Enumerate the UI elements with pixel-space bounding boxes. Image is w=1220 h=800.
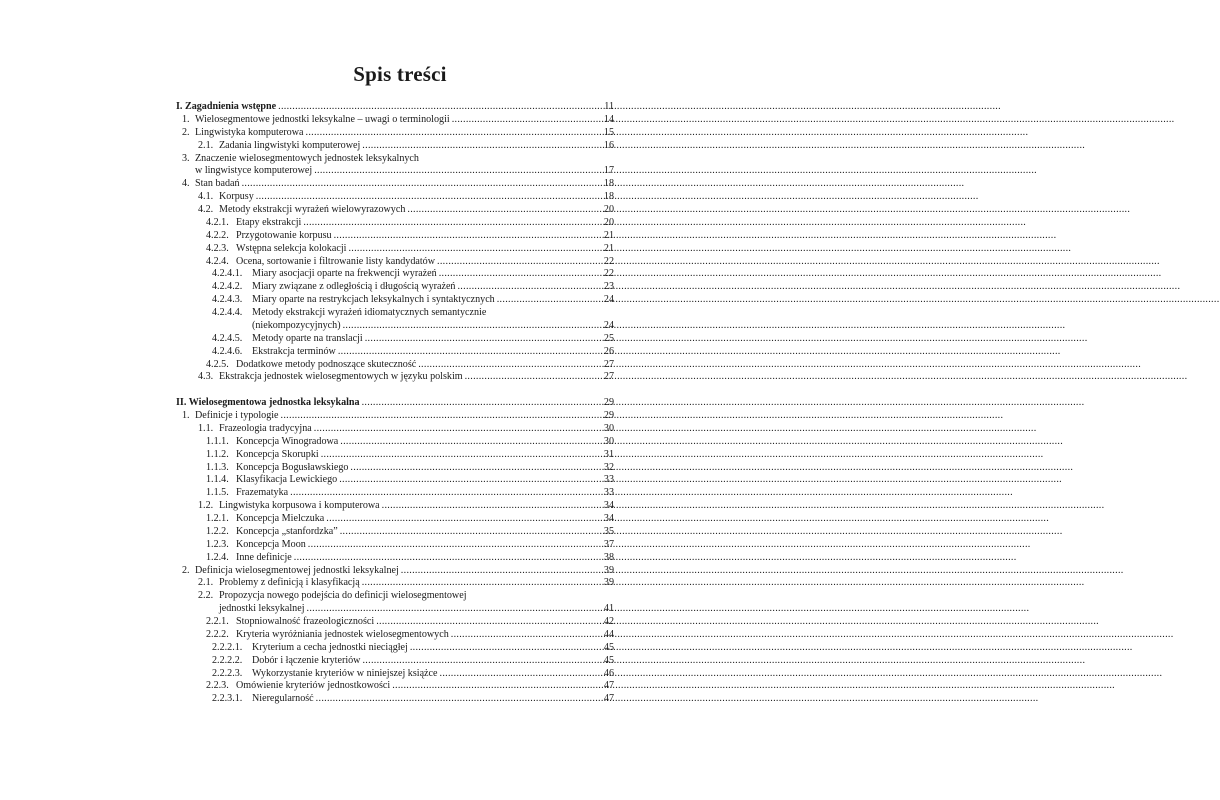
toc-entry-text: Lingwistyka korpusowa i komputerowa	[219, 500, 380, 512]
toc-entry-label	[176, 423, 312, 436]
toc-entry-text: Koncepcja „stanfordzka”	[236, 525, 338, 537]
toc-entry-text: Definicja wielosegmentowej jednostki leksykalnej	[195, 564, 399, 576]
toc-entry-label	[176, 526, 338, 539]
toc-page-number: 20	[603, 216, 614, 228]
toc-entry	[176, 474, 614, 487]
toc-page-number: 29	[603, 410, 614, 421]
toc-page-number: 21	[603, 242, 614, 254]
toc-entry-text: Stopniowalność frazeologiczności	[236, 616, 375, 627]
toc-entry-label	[176, 243, 346, 256]
toc-entry-label	[176, 127, 304, 140]
toc-entry-label	[176, 410, 279, 423]
toc-entry-label	[176, 230, 332, 243]
toc-dot-leader	[407, 204, 602, 217]
toc-entry-number: 1.1.	[198, 422, 214, 434]
toc-page-number: 31	[603, 448, 614, 460]
toc-page-number: 41	[603, 603, 614, 615]
toc-dot-leader	[440, 668, 602, 681]
toc-dot-leader	[362, 140, 602, 153]
toc-entry	[176, 655, 614, 668]
toc-dot-leader	[465, 371, 602, 384]
toc-page-number: 39	[603, 577, 614, 589]
toc-entry-number: 2.1.	[198, 577, 214, 589]
toc-page-number: 26	[603, 345, 614, 357]
toc-page-number: 20	[603, 204, 614, 215]
toc-entry-text: Frazematyka	[236, 487, 289, 499]
toc-entry-text: Zadania lingwistyki komputerowej	[219, 139, 361, 151]
toc-page-number: 11	[604, 101, 614, 112]
toc-entry	[176, 114, 614, 127]
toc-entry-number: 4.2.5.	[206, 358, 229, 370]
toc-entry-number: 2.2.2.1.	[212, 641, 243, 653]
toc-entry	[176, 217, 614, 230]
toc-page-number: 45	[603, 654, 614, 666]
toc-entry	[176, 320, 614, 333]
toc-entry-label	[176, 153, 419, 166]
toc-page-number: 37	[603, 538, 614, 550]
toc-entry	[176, 668, 614, 681]
toc-entry-number: 4.	[182, 178, 190, 190]
toc-entry-text: Koncepcja Winogradowa	[236, 435, 339, 447]
toc-dot-leader	[339, 474, 602, 487]
toc-entry-label	[176, 101, 276, 114]
toc-entry-number: 1.2.	[198, 500, 214, 512]
toc-dot-leader	[350, 462, 601, 475]
toc-entry	[176, 423, 614, 436]
toc-dot-leader	[303, 217, 602, 230]
toc-entry-text: Propozycja nowego podejścia do definicji wielosegmentowej	[219, 590, 467, 602]
toc-entry	[176, 603, 614, 616]
toc-entry-text: Stan badań	[195, 178, 240, 190]
toc-entry-label	[176, 346, 336, 359]
toc-page-number: 27	[603, 358, 614, 370]
toc-entry	[176, 333, 614, 346]
toc-entry-text: Problemy z definicją i klasyfikacją	[219, 577, 360, 589]
toc-entry-number: 4.3.	[198, 371, 214, 383]
toc-entry-number: 4.2.4.4.	[212, 307, 243, 318]
toc-dot-leader	[308, 539, 602, 552]
toc-entry-text: Kryteria wyróżniania jednostek wielosegmentowych	[236, 628, 449, 640]
toc-entry	[176, 140, 614, 153]
toc-page-number: 30	[603, 435, 614, 447]
toc-entry-text: Omówienie kryteriów jednostkowości	[236, 680, 391, 692]
toc-entry-text: w lingwistyce komputerowej	[195, 165, 313, 177]
toc-entry-text: Dodatkowe metody podnoszące skuteczność	[236, 358, 417, 370]
toc-entry-number: 4.2.4.1.	[212, 268, 243, 280]
toc-entry-text: Ekstrakcja jednostek wielosegmentowych w języku polskim	[219, 371, 463, 383]
toc-dot-leader	[334, 230, 602, 243]
toc-entry-text: Nieregularność	[252, 693, 314, 705]
toc-entry	[176, 410, 614, 423]
toc-page-number: 24	[603, 294, 614, 306]
toc-dot-leader	[294, 552, 602, 565]
toc-entry-label	[176, 487, 288, 500]
toc-entry-text: Definicje i typologie	[195, 410, 279, 421]
toc-entry-number: 1.2.1.	[206, 513, 229, 524]
toc-entry-label	[176, 642, 408, 655]
toc-entry-number: 2.2.1.	[206, 616, 229, 627]
toc-entry	[176, 371, 614, 384]
toc-part-heading	[176, 101, 614, 114]
toc-entry-label	[176, 616, 374, 629]
toc-page-number: 33	[603, 474, 614, 486]
toc-entry-number: 1.1.1.	[206, 435, 229, 447]
toc-entry-label	[176, 539, 306, 552]
toc-entry-label	[176, 320, 341, 333]
toc-entry	[176, 191, 614, 204]
toc-dot-leader	[362, 655, 601, 668]
toc-dot-leader	[340, 436, 602, 449]
toc-page-number: 47	[603, 693, 614, 705]
toc-page-number: 32	[603, 461, 614, 473]
table-of-contents	[176, 101, 614, 706]
toc-entry-label	[176, 462, 348, 475]
toc-entry-text: Koncepcja Bogusławskiego	[236, 461, 349, 473]
toc-entry-text: Ocena, sortowanie i filtrowanie listy kandydatów	[236, 255, 436, 267]
toc-entry-label	[176, 204, 405, 217]
toc-entry-number: 4.1.	[198, 191, 214, 203]
toc-entry-text: Wielosegmentowa jednostka leksykalna	[188, 397, 360, 409]
toc-entry-number: 2.2.3.1.	[212, 693, 243, 705]
toc-entry-text: Wielosegmentowe jednostki leksykalne – uwagi o terminologii	[195, 113, 450, 125]
toc-page-number: 18	[603, 191, 614, 203]
toc-page-number: 22	[603, 255, 614, 267]
toc-entry-text: Klasyfikacja Lewickiego	[236, 474, 338, 486]
toc-entry-text: jednostki leksykalnej	[219, 603, 305, 615]
toc-entry-label	[176, 436, 338, 449]
toc-entry	[176, 165, 614, 178]
toc-dot-leader	[376, 616, 602, 629]
toc-entry	[176, 577, 614, 590]
toc-entry-number: 1.2.3.	[206, 538, 229, 550]
toc-entry-number: 2.	[182, 564, 190, 576]
toc-entry-number: 1.1.2.	[206, 448, 229, 460]
toc-entry-number: 4.2.2.	[206, 229, 229, 241]
toc-entry-number: 4.2.4.	[206, 255, 229, 267]
toc-dot-leader	[326, 513, 602, 526]
toc-entry	[176, 359, 614, 372]
toc-entry-text: (niekompozycyjnych)	[252, 319, 341, 331]
toc-dot-leader	[418, 359, 602, 372]
toc-entry-text: Koncepcja Mielczuka	[236, 513, 325, 524]
toc-entry-number: 2.2.3.	[206, 680, 229, 692]
toc-entry	[176, 693, 614, 706]
toc-entry-label	[176, 577, 360, 590]
toc-dot-leader	[382, 500, 602, 513]
toc-entry	[176, 642, 614, 655]
toc-page-number: 27	[603, 371, 614, 383]
toc-entry	[176, 487, 614, 500]
toc-entry-label	[176, 281, 455, 294]
toc-entry	[176, 307, 614, 320]
toc-entry-label	[176, 668, 438, 681]
toc-entry-number: 2.2.2.3.	[212, 667, 243, 679]
toc-entry-text: Znaczenie wielosegmentowych jednostek leksykalnych	[195, 152, 419, 164]
toc-entry	[176, 268, 614, 281]
toc-entry-number: 4.2.3.	[206, 242, 229, 254]
toc-entry	[176, 500, 614, 513]
toc-entry	[176, 539, 614, 552]
toc-page-number: 34	[603, 513, 614, 524]
toc-dot-leader	[457, 281, 601, 294]
toc-entry	[176, 590, 614, 603]
toc-entry-text: Przygotowanie korpusu	[236, 229, 332, 241]
toc-entry-label	[176, 114, 450, 127]
toc-entry-text: Frazeologia tradycyjna	[219, 422, 312, 434]
toc-entry-number: 1.1.4.	[206, 474, 229, 486]
toc-entry	[176, 449, 614, 462]
toc-entry-label	[176, 680, 390, 693]
toc-entry-text: Metody ekstrakcji wyrażeń idiomatycznych semantycznie	[252, 307, 487, 318]
toc-entry-label	[176, 629, 449, 642]
toc-entry-text: I.	[176, 101, 183, 112]
toc-entry	[176, 513, 614, 526]
toc-entry-label	[176, 165, 312, 178]
toc-dot-leader	[316, 693, 602, 706]
toc-entry-text: Koncepcja Moon	[236, 538, 306, 550]
toc-page-number: 39	[603, 564, 614, 576]
toc-dot-leader	[362, 397, 602, 410]
toc-page-number: 44	[603, 628, 614, 640]
toc-entry-label	[176, 256, 435, 269]
toc-page-number: 21	[603, 229, 614, 241]
toc-entry	[176, 243, 614, 256]
toc-entry-text: Metody ekstrakcji wyrażeń wielowyrazowych	[219, 204, 406, 215]
toc-entry-text: Wstępna selekcja kolokacji	[236, 242, 347, 254]
toc-dot-leader	[314, 423, 602, 436]
toc-entry-label	[176, 191, 254, 204]
toc-page-number: 30	[603, 422, 614, 434]
toc-entry-label	[176, 294, 495, 307]
toc-entry-number: 4.2.	[198, 204, 214, 215]
toc-dot-leader	[340, 526, 602, 539]
toc-entry-number: 4.2.4.3.	[212, 294, 243, 306]
toc-entry	[176, 346, 614, 359]
toc-page-number: 24	[603, 319, 614, 331]
toc-entry-text: Kryterium a cecha jednostki nieciągłej	[252, 641, 408, 653]
toc-page-number: 38	[603, 551, 614, 563]
toc-entry	[176, 436, 614, 449]
toc-entry	[176, 552, 614, 565]
toc-entry	[176, 680, 614, 693]
toc-entry-label	[176, 590, 467, 603]
toc-entry-label	[176, 371, 463, 384]
toc-entry-text: Inne definicje	[236, 551, 292, 563]
toc-entry	[176, 616, 614, 629]
toc-entry-text: Metody oparte na translacji	[252, 332, 363, 344]
toc-entry-label	[176, 140, 360, 153]
toc-entry-text: Dobór i łączenie kryteriów	[252, 654, 361, 666]
toc-page-number: 22	[603, 268, 614, 280]
toc-entry-text: Miary związane z odległością i długością wyrażeń	[252, 281, 456, 293]
toc-dot-leader	[451, 629, 602, 642]
toc-page-number: 23	[603, 281, 614, 293]
toc-entry	[176, 256, 614, 269]
toc-dot-leader	[348, 243, 601, 256]
toc-dot-leader	[401, 565, 602, 578]
toc-entry	[176, 127, 614, 140]
toc-entry-text: Ekstrakcja terminów	[252, 345, 336, 357]
toc-dot-leader	[321, 449, 602, 462]
toc-entry-label	[176, 359, 416, 372]
toc-entry-number: 4.2.1.	[206, 216, 229, 228]
toc-page-number: 45	[603, 641, 614, 653]
toc-dot-leader	[278, 101, 602, 114]
toc-entry-text: Etapy ekstrakcji	[236, 216, 302, 228]
toc-entry-number: 1.	[182, 410, 190, 421]
toc-entry-number: 1.2.4.	[206, 551, 229, 563]
toc-dot-leader	[338, 346, 602, 359]
toc-dot-leader	[256, 191, 602, 204]
toc-dot-leader	[437, 256, 602, 269]
toc-entry-label	[176, 500, 380, 513]
toc-page-number: 17	[603, 165, 614, 177]
toc-entry-text: Miary asocjacji oparte na frekwencji wyrażeń	[252, 268, 437, 280]
toc-gap	[176, 384, 614, 397]
toc-entry-number: 4.2.4.6.	[212, 345, 243, 357]
toc-entry-label	[176, 565, 399, 578]
toc-dot-leader	[281, 410, 602, 423]
toc-entry-label	[176, 178, 240, 191]
toc-entry-number: 2.2.2.	[206, 628, 229, 640]
toc-dot-leader	[365, 333, 602, 346]
toc-entry-text: Koncepcja Skorupki	[236, 448, 319, 460]
toc-page-number: 42	[603, 616, 614, 627]
toc-entry-number: 4.2.4.2.	[212, 281, 243, 293]
toc-entry-label	[176, 268, 437, 281]
toc-dot-leader	[392, 680, 602, 693]
page-title: Spis treści	[353, 62, 447, 86]
toc-entry-text: Lingwistyka komputerowa	[195, 126, 304, 138]
toc-entry-text: Miary oparte na restrykcjach leksykalnych i syntaktycznych	[252, 294, 495, 306]
toc-page-number: 29	[603, 397, 614, 409]
toc-entry-number: 1.	[182, 113, 190, 125]
toc-entry-text: Wykorzystanie kryteriów w niniejszej książce	[252, 667, 438, 679]
toc-entry	[176, 294, 614, 307]
toc-page-number: 15	[603, 126, 614, 138]
toc-entry-text: II.	[176, 397, 187, 409]
toc-dot-leader	[290, 487, 602, 500]
toc-dot-leader	[306, 127, 602, 140]
toc-page-number: 33	[603, 487, 614, 499]
toc-dot-leader	[343, 320, 602, 333]
toc-entry-number: 3.	[182, 152, 190, 164]
toc-entry-label	[176, 217, 301, 230]
toc-entry-label	[176, 333, 363, 346]
toc-page-number: 34	[603, 500, 614, 512]
toc-dot-leader	[307, 603, 602, 616]
toc-page-number: 47	[603, 680, 614, 692]
toc-entry-number: 1.1.3.	[206, 461, 229, 473]
toc-dot-leader	[439, 268, 602, 281]
toc-entry	[176, 281, 614, 294]
toc-entry	[176, 462, 614, 475]
toc-entry-number: 4.2.4.5.	[212, 332, 243, 344]
toc-dot-leader	[410, 642, 602, 655]
toc-page-number: 14	[603, 113, 614, 125]
toc-entry-label	[176, 693, 314, 706]
toc-entry-number: 1.1.5.	[206, 487, 229, 499]
toc-dot-leader	[362, 577, 602, 590]
toc-entry-text: Zagadnienia wstępne	[184, 101, 277, 112]
toc-entry-label	[176, 474, 337, 487]
toc-page-number: 16	[603, 139, 614, 151]
toc-entry	[176, 629, 614, 642]
toc-entry	[176, 204, 614, 217]
toc-entry-number: 2.2.2.2.	[212, 654, 243, 666]
toc-part-heading	[176, 397, 614, 410]
toc-entry-text: Korpusy	[219, 191, 254, 203]
toc-entry-label	[176, 449, 319, 462]
toc-entry	[176, 230, 614, 243]
toc-entry-number: 2.2.	[198, 590, 214, 602]
toc-entry-label	[176, 307, 486, 320]
toc-entry-label	[176, 397, 360, 410]
toc-page-number: 35	[603, 525, 614, 537]
toc-page-number: 46	[603, 667, 614, 679]
toc-entry	[176, 178, 614, 191]
toc-entry	[176, 153, 614, 166]
toc-entry-label	[176, 655, 360, 668]
toc-dot-leader	[497, 294, 602, 307]
toc-entry-number: 2.	[182, 126, 190, 138]
toc-entry-label	[176, 552, 292, 565]
toc-entry-label	[176, 513, 324, 526]
toc-dot-leader	[314, 165, 602, 178]
toc-entry-label	[176, 603, 305, 616]
toc-dot-leader	[452, 114, 602, 127]
toc-dot-leader	[242, 178, 602, 191]
toc-entry	[176, 526, 614, 539]
toc-entry	[176, 565, 614, 578]
toc-entry-number: 1.2.2.	[206, 525, 229, 537]
toc-entry-number: 2.1.	[198, 139, 214, 151]
toc-page-number: 25	[603, 332, 614, 344]
toc-page-number: 18	[603, 178, 614, 190]
